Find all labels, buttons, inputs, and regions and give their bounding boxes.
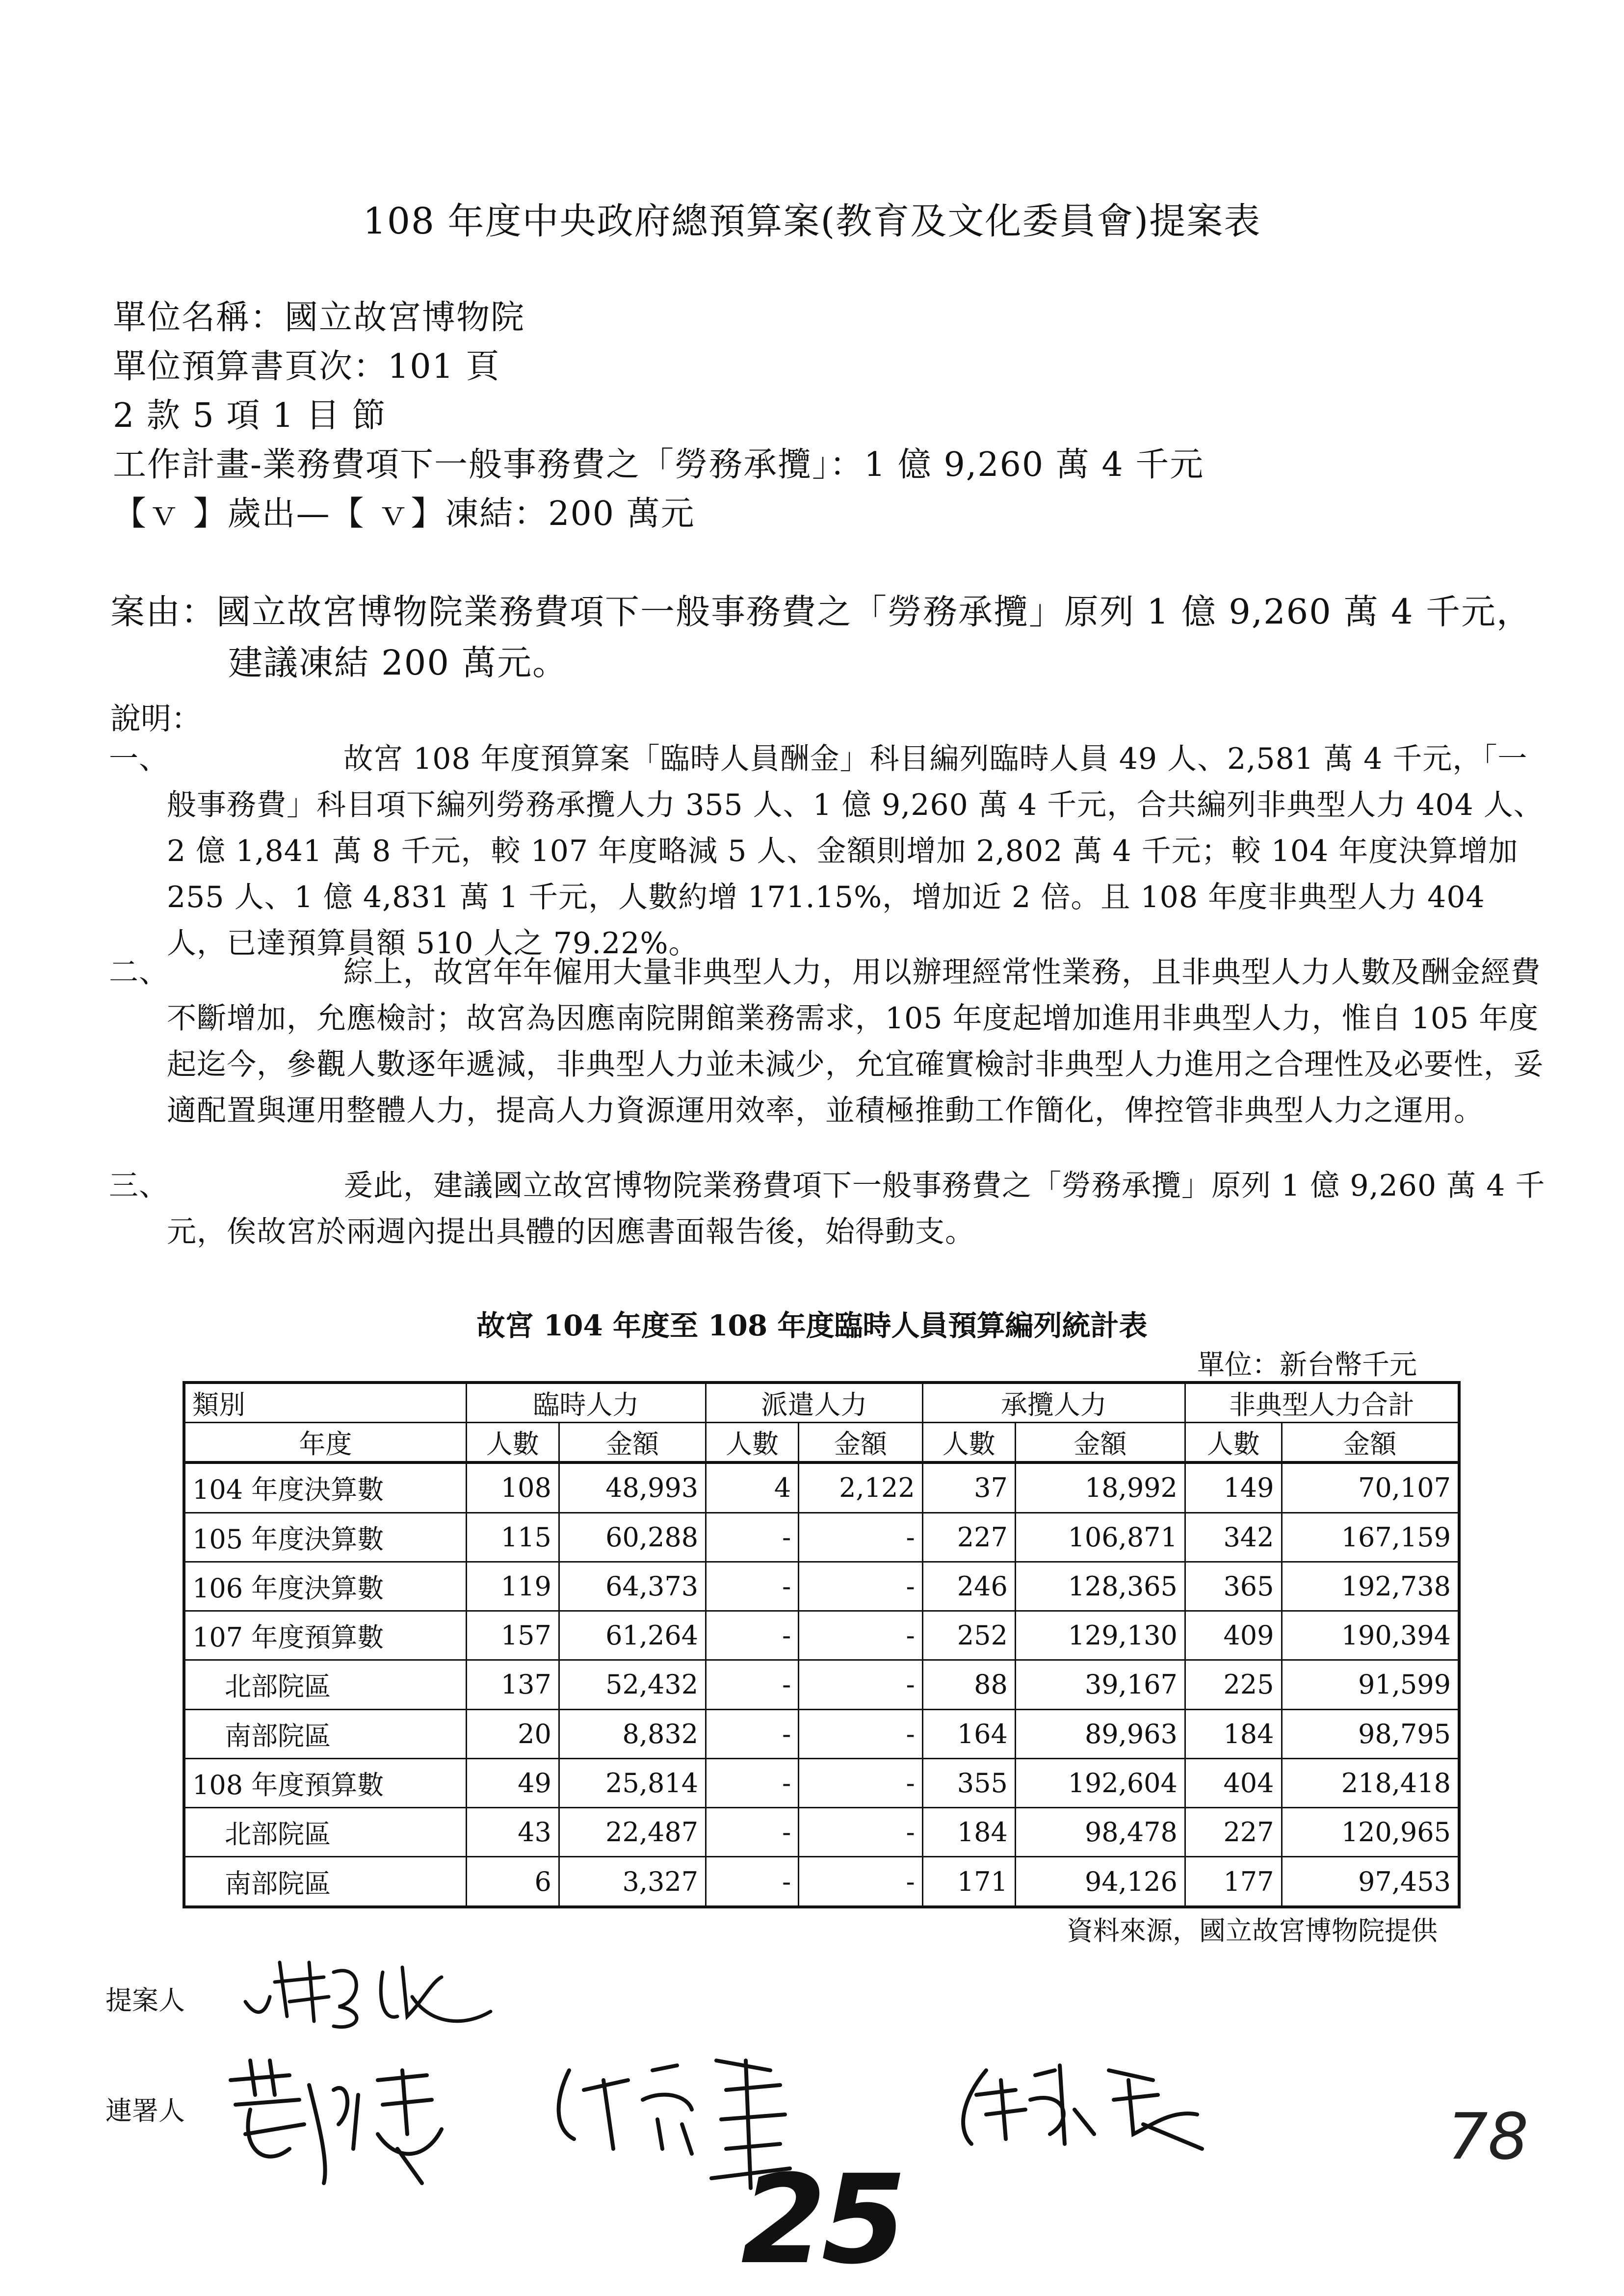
- paragraph-number: 三、: [109, 1169, 169, 1203]
- table-row: [184, 1808, 1459, 1857]
- count-cell: 6: [466, 1857, 559, 1907]
- proposal-reason: [110, 586, 1533, 688]
- count-cell: 37: [922, 1462, 1015, 1513]
- amount-cell: 120,965: [1282, 1808, 1459, 1857]
- count-cell: 227: [1185, 1808, 1282, 1857]
- budget-page: 單位預算書頁次：101 頁: [113, 347, 500, 386]
- paragraph-number: 一、: [109, 742, 169, 776]
- paragraph-3: [109, 1163, 1546, 1255]
- table-title: 故宮 104 年度至 108 年度臨時人員預算編列統計表: [476, 1309, 1148, 1342]
- amount-cell: -: [799, 1513, 923, 1562]
- table-row: [184, 1462, 1459, 1513]
- amount-cell: 60,288: [559, 1513, 706, 1562]
- table-row: [184, 1611, 1459, 1660]
- count-cell: 157: [466, 1611, 559, 1660]
- amount-cell: 91,599: [1282, 1660, 1459, 1709]
- row-label: 108 年度預算數: [184, 1758, 466, 1807]
- count-cell: 149: [1185, 1462, 1282, 1513]
- amount-cell: 48,993: [559, 1462, 706, 1513]
- count-header: 人數: [922, 1423, 1015, 1463]
- count-cell: 43: [466, 1808, 559, 1857]
- count-cell: 164: [922, 1709, 1015, 1758]
- row-label: 南部院區: [184, 1709, 466, 1758]
- count-cell: -: [706, 1611, 799, 1660]
- count-cell: -: [706, 1857, 799, 1907]
- year-header: 年度: [184, 1423, 466, 1463]
- amount-cell: -: [799, 1758, 923, 1807]
- count-cell: 225: [1185, 1660, 1282, 1709]
- table-row: [184, 1513, 1459, 1562]
- count-cell: 404: [1185, 1758, 1282, 1807]
- table-row: [184, 1857, 1459, 1907]
- amount-cell: 129,130: [1015, 1611, 1185, 1660]
- proposal-reason-text: 案由：國立故宮博物院業務費項下一般事務費之「勞務承攬」原列 1 億 9,260 萬 4 千元，建議凍結 200 萬元。: [110, 592, 1532, 683]
- count-cell: 252: [922, 1611, 1015, 1660]
- group-header: 臨時人力: [466, 1383, 706, 1423]
- amount-cell: 106,871: [1015, 1513, 1185, 1562]
- paragraph-1: [109, 736, 1546, 966]
- paragraph-text: 綜上，故宮年年僱用大量非典型人力，用以辦理經常性業務，且非典型人力人數及酬金經費不斷增加，允應檢討；故宮為因應南院開館業務需求，105 年度起增加進用非典型人力，惟自 105 年度起迄今，參觀人數逐年遞減，非典型人力並未減少，允宜確實檢討非典型人力進用之合理性及必要性，妥適配置與運用整體人力，提高人力資源運用效率，並積極推動工作簡化，俾控管非典型人力之運用。: [167, 955, 1544, 1128]
- count-cell: -: [706, 1709, 799, 1758]
- table-row: [184, 1709, 1459, 1758]
- amount-cell: 190,394: [1282, 1611, 1459, 1660]
- row-label: 北部院區: [184, 1660, 466, 1709]
- table-row: [184, 1758, 1459, 1807]
- amount-cell: 98,478: [1015, 1808, 1185, 1857]
- amount-cell: 22,487: [559, 1808, 706, 1857]
- amount-cell: 64,373: [559, 1562, 706, 1611]
- group-header: 派遣人力: [706, 1383, 923, 1423]
- category-header: 類別: [184, 1383, 466, 1423]
- amount-cell: -: [799, 1808, 923, 1857]
- count-cell: 20: [466, 1709, 559, 1758]
- row-label: 北部院區: [184, 1808, 466, 1857]
- row-label: 106 年度決算數: [184, 1562, 466, 1611]
- cosigner-signature-1: [231, 2061, 442, 2183]
- amount-cell: -: [799, 1857, 923, 1907]
- table-row: [184, 1660, 1459, 1709]
- row-label: 105 年度決算數: [184, 1513, 466, 1562]
- amount-cell: 2,122: [799, 1462, 923, 1513]
- count-header: 人數: [706, 1423, 799, 1463]
- count-header: 人數: [466, 1423, 559, 1463]
- paragraph-number: 二、: [109, 955, 169, 990]
- amount-cell: 39,167: [1015, 1660, 1185, 1709]
- proposer-label: 提案人: [105, 1985, 185, 2016]
- group-header: 非典型人力合計: [1185, 1383, 1459, 1423]
- amount-cell: 218,418: [1282, 1758, 1459, 1807]
- amount-cell: 18,992: [1015, 1462, 1185, 1513]
- amount-header: 金額: [1282, 1423, 1459, 1463]
- budget-action: 【ｖ 】歲出—【 ｖ】凍結：200 萬元: [113, 495, 695, 533]
- staff-budget-table: [183, 1381, 1461, 1908]
- amount-cell: -: [799, 1562, 923, 1611]
- amount-cell: 70,107: [1282, 1462, 1459, 1513]
- count-cell: -: [706, 1808, 799, 1857]
- unit-name: 單位名稱：國立故宮博物院: [113, 298, 525, 337]
- amount-cell: -: [799, 1660, 923, 1709]
- amount-header: 金額: [559, 1423, 706, 1463]
- count-cell: 88: [922, 1660, 1015, 1709]
- amount-cell: 25,814: [559, 1758, 706, 1807]
- work-plan: 工作計畫-業務費項下一般事務費之「勞務承攬」：1 億 9,260 萬 4 千元: [113, 445, 1205, 484]
- count-cell: 171: [922, 1857, 1015, 1907]
- row-label: 107 年度預算數: [184, 1611, 466, 1660]
- amount-cell: 3,327: [559, 1857, 706, 1907]
- paragraph-text: 爰此，建議國立故宮博物院業務費項下一般事務費之「勞務承攬」原列 1 億 9,260 萬 4 千元，俟故宮於兩週內提出具體的因應書面報告後，始得動支。: [167, 1169, 1545, 1249]
- amount-cell: 192,604: [1015, 1758, 1185, 1807]
- count-cell: 177: [1185, 1857, 1282, 1907]
- count-cell: 119: [466, 1562, 559, 1611]
- amount-cell: 89,963: [1015, 1709, 1185, 1758]
- amount-cell: 61,264: [559, 1611, 706, 1660]
- group-header: 承攬人力: [922, 1383, 1185, 1423]
- amount-cell: 167,159: [1282, 1513, 1459, 1562]
- count-header: 人數: [1185, 1423, 1282, 1463]
- row-label: 南部院區: [184, 1857, 466, 1907]
- amount-header: 金額: [799, 1423, 923, 1463]
- paragraph-text: 故宮 108 年度預算案「臨時人員酬金」科目編列臨時人員 49 人、2,581 萬 4 千元，「一般事務費」科目項下編列勞務承攬人力 355 人、1 億 9,260 萬 4 千元，合共編列非典型人力 404 人、2 億 1,841 萬 8 千元，較 107 年度略減 5 人、金額則增加 2,802 萬 4 千元；較 104 年度決算增加 255 人、1 億 4,831 萬 1 千元，人數約增 171.15%，增加近 2 倍。且 108 年度非典型人力 404 人，已達預算員額 510 人之 79.22%。: [167, 742, 1544, 961]
- amount-cell: -: [799, 1709, 923, 1758]
- cosigner-label: 連署人: [105, 2095, 185, 2126]
- count-cell: 246: [922, 1562, 1015, 1611]
- corner-number: 78: [1447, 2099, 1529, 2174]
- amount-cell: 192,738: [1282, 1562, 1459, 1611]
- count-cell: 227: [922, 1513, 1015, 1562]
- count-cell: 409: [1185, 1611, 1282, 1660]
- amount-cell: 52,432: [559, 1660, 706, 1709]
- cosigner-signature-3: [963, 2065, 1202, 2149]
- count-cell: 342: [1185, 1513, 1282, 1562]
- count-cell: -: [706, 1758, 799, 1807]
- amount-cell: 128,365: [1015, 1562, 1185, 1611]
- table-source: 資料來源，國立故宮博物院提供: [1067, 1915, 1438, 1946]
- paragraph-2: [109, 949, 1546, 1134]
- amount-cell: -: [799, 1611, 923, 1660]
- count-cell: 49: [466, 1758, 559, 1807]
- proposer-signature: [236, 1943, 500, 2041]
- amount-header: 金額: [1015, 1423, 1185, 1463]
- count-cell: 108: [466, 1462, 559, 1513]
- table-subheader-row: [184, 1423, 1459, 1463]
- amount-cell: 94,126: [1015, 1857, 1185, 1907]
- count-cell: -: [706, 1513, 799, 1562]
- count-cell: 137: [466, 1660, 559, 1709]
- count-cell: 115: [466, 1513, 559, 1562]
- count-cell: 365: [1185, 1562, 1282, 1611]
- count-cell: 355: [922, 1758, 1015, 1807]
- handwritten-page-number: 25: [741, 2148, 902, 2291]
- count-cell: 4: [706, 1462, 799, 1513]
- row-label: 104 年度決算數: [184, 1462, 466, 1513]
- amount-cell: 8,832: [559, 1709, 706, 1758]
- explanation-label: 說明：: [110, 701, 202, 736]
- amount-cell: 97,453: [1282, 1857, 1459, 1907]
- budget-section: 2 款 5 項 1 目 節: [113, 396, 387, 435]
- count-cell: 184: [922, 1808, 1015, 1857]
- document-title: 108 年度中央政府總預算案(教育及文化委員會)提案表: [363, 200, 1261, 242]
- count-cell: 184: [1185, 1709, 1282, 1758]
- table-unit: 單位：新台幣千元: [1197, 1349, 1417, 1381]
- count-cell: -: [706, 1562, 799, 1611]
- amount-cell: 98,795: [1282, 1709, 1459, 1758]
- table-header-row: [184, 1383, 1459, 1423]
- count-cell: -: [706, 1660, 799, 1709]
- table-row: [184, 1562, 1459, 1611]
